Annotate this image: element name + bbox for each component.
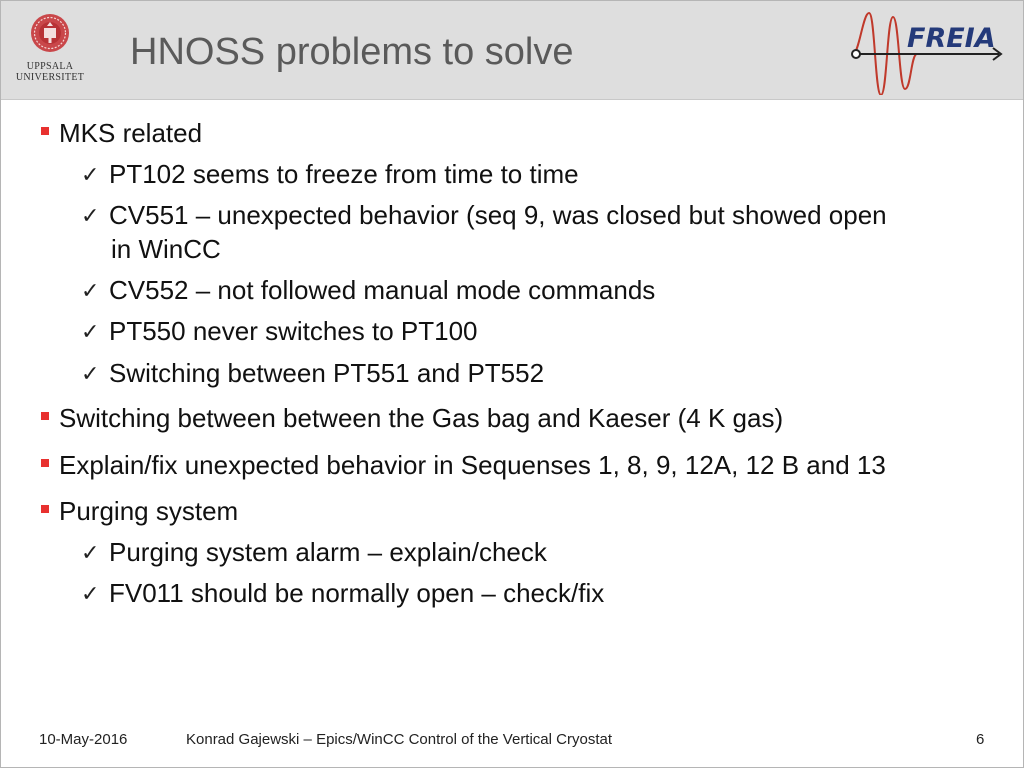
checkmark-icon: ✓ [81,278,100,303]
footer-page-number: 6 [976,731,985,748]
subitem-label: Switching between PT551 and PT552 [109,358,545,388]
bullet-purging [41,495,238,527]
square-bullet-icon [41,459,49,467]
checkmark-icon: ✓ [81,319,100,344]
checkmark-icon: ✓ [81,162,100,187]
freia-logo-text: FREIA [907,23,996,54]
checkmark-icon: ✓ [81,203,100,228]
subitem-fv011 [81,577,604,610]
subitem-label: Purging system alarm – explain/check [109,537,547,567]
university-name [13,61,87,83]
uppsala-university-logo [13,11,87,87]
bullet-label: Switching between between the Gas bag and Kaeser (4 K gas) [59,403,784,433]
subitem-label: CV552 – not followed manual mode commands [109,275,656,305]
slide-header [1,1,1023,100]
subitem-label: PT550 never switches to PT100 [109,316,478,346]
university-name-line1: UPPSALA [26,61,74,72]
checkmark-icon: ✓ [81,540,100,565]
subitem-label: FV011 should be normally open – check/fix [109,578,605,608]
square-bullet-icon [41,505,49,513]
subitem-cv551-continuation [111,233,221,265]
subitem-label: in WinCC [111,234,221,264]
page-title: HNOSS problems to solve [130,31,574,73]
subitem-label: CV551 – unexpected behavior (seq 9, was closed but showed open [109,200,887,230]
square-bullet-icon [41,412,49,420]
subitem-pt102 [81,158,579,191]
footer-date: 10-May-2016 [39,731,128,748]
checkmark-icon: ✓ [81,581,100,606]
bullet-label: Explain/fix unexpected behavior in Sequenses 1, 8, 9, 12A, 12 B and 13 [59,450,886,480]
checkmark-icon: ✓ [81,361,100,386]
subitem-cv551 [81,199,887,232]
university-name-line2: UNIVERSITET [15,72,85,83]
subitem-purging-alarm [81,536,547,569]
footer-presentation-title: Konrad Gajewski – Epics/WinCC Control of the Vertical Cryostat [186,731,612,748]
subitem-cv552 [81,274,655,307]
uppsala-seal-icon [30,11,70,59]
subitem-pt551-pt552 [81,357,544,390]
bullet-sequences [41,449,886,481]
bullet-mks [41,117,202,149]
bullet-label: Purging system [59,496,239,526]
square-bullet-icon [41,127,49,135]
bullet-label: MKS related [59,118,203,148]
freia-logo-icon [849,7,1011,95]
subitem-label: PT102 seems to freeze from time to time [109,159,579,189]
subitem-pt550 [81,315,478,348]
bullet-gas-switching [41,402,783,434]
